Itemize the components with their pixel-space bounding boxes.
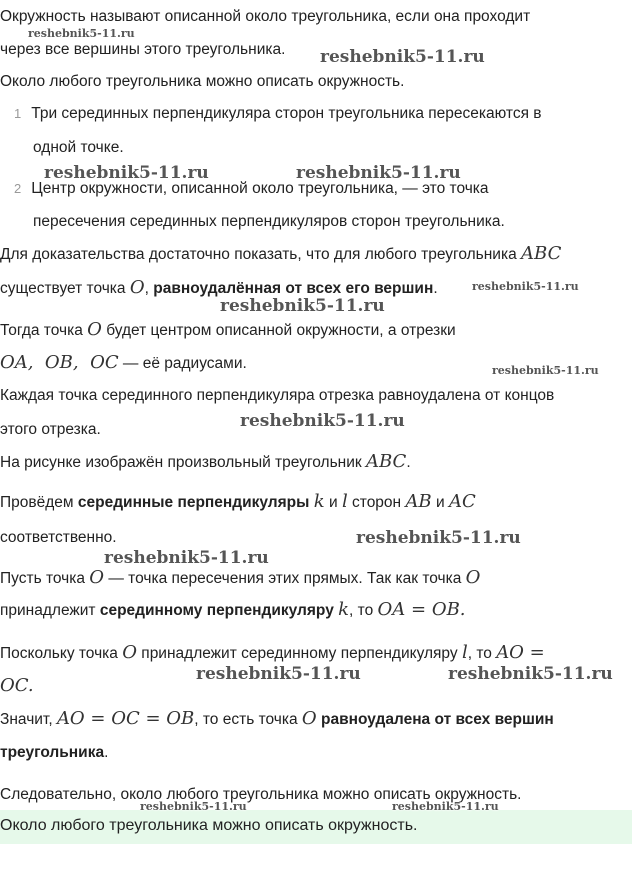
text-line: этого отрезка. [0,421,101,438]
text-line: Поскольку точка O принадлежит серединному перпендикуляру l, то AO = [0,642,545,663]
math-expression: k [313,491,325,512]
math-expression: l [341,491,348,512]
bold-term: равноудалённая от всех его вершин [153,280,434,297]
text-line: Окружность называют описанной около треугольника, если она проходит [0,8,531,25]
watermark: reshebnik5-11.ru [28,27,135,40]
math-expression: O [89,567,105,588]
text-line: принадлежит серединному перпендикуляру k, то OA = OB. [0,599,466,620]
math-expression: O [129,277,145,298]
math-expression: ABC [366,451,407,472]
math-expression: l [461,642,468,663]
bold-term: треугольника [0,744,105,761]
list-item: 2 Центр окружности, описанной около треугольника, — это точка [14,180,489,197]
text-line: Для доказательства достаточно показать, что для любого треугольника ABC [0,243,562,264]
watermark: reshebnik5-11.ru [44,163,209,183]
watermark: reshebnik5-11.ru [140,800,247,813]
math-expression: AC [448,491,476,512]
answer-box [0,810,632,844]
math-expression: O [301,708,317,729]
watermark: reshebnik5-11.ru [220,296,385,316]
text-line: Значит, AO = OC = OB, то есть точка O равноудалена от всех вершин [0,708,554,729]
text-line: Каждая точка серединного перпендикуляра отрезка равноудалена от концов [0,387,555,404]
text-line: Тогда точка O будет центром описанной окружности, а отрезки [0,319,456,340]
text-line: OA, OB, OC — её радиусами. [0,352,247,373]
math-expression: O [87,319,102,340]
math-expression: AO = [496,642,545,663]
bold-term: серединному перпендикуляру [99,602,334,619]
text-line: Следовательно, около любого треугольника можно описать окружность. [0,786,522,803]
watermark: reshebnik5-11.ru [104,548,269,568]
text-line: существует точка O, равноудалённая от всех его вершин. [0,277,438,298]
text-line: На рисунке изображён произвольный треугольник ABC. [0,451,411,472]
watermark: reshebnik5-11.ru [196,664,361,684]
math-expression: OC. [0,675,34,696]
watermark: reshebnik5-11.ru [492,364,599,377]
list-item-continuation: одной точке. [33,139,124,156]
list-number: 1 [14,106,22,121]
watermark: reshebnik5-11.ru [392,800,499,813]
text-line: соответственно. [0,529,117,546]
watermark: reshebnik5-11.ru [296,163,461,183]
text-line [0,676,34,697]
math-expression: AO = OC = OB [56,708,195,729]
watermark: reshebnik5-11.ru [448,664,613,684]
bold-term: равноудалена от всех вершин [321,711,554,728]
math-expression: AB [405,491,432,512]
math-expression: O [122,642,137,663]
list-number: 2 [14,181,22,196]
watermark: reshebnik5-11.ru [472,280,579,293]
math-expression: k [338,599,350,620]
bold-term: серединные перпендикуляры [77,494,310,511]
text-line: Пусть точка O — точка пересечения этих прямых. Так как точка O [0,567,481,588]
list-item-continuation: пересечения серединных перпендикуляров сторон треугольника. [33,213,505,230]
watermark: reshebnik5-11.ru [356,528,521,548]
math-expression: OA, OB, OC [0,352,119,373]
watermark: reshebnik5-11.ru [320,47,485,67]
watermark: reshebnik5-11.ru [240,411,405,431]
text-line: через все вершины этого треугольника. [0,41,286,58]
math-expression: O [465,567,481,588]
text-line: Провёдем серединные перпендикуляры k и l сторон AB и AC [0,491,476,512]
answer-text: Около любого треугольника можно описать окружность. [0,817,418,834]
math-expression: OA = OB. [377,599,466,620]
list-item: 1 Три серединных перпендикуляра сторон треугольника пересекаются в [14,105,542,122]
math-expression: ABC [521,243,562,264]
text-line: Около любого треугольника можно описать окружность. [0,73,405,90]
text-line: треугольника. [0,744,109,761]
